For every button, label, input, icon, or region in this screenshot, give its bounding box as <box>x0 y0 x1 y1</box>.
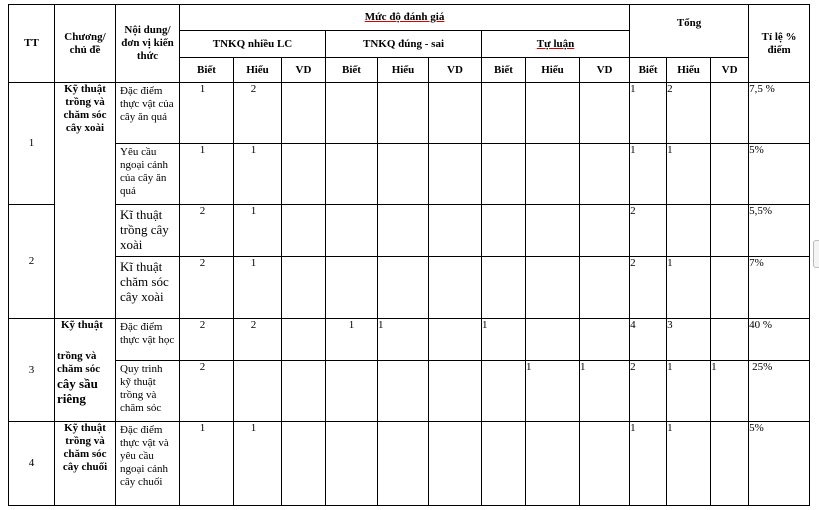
topic-cell: Kỹ thuật trồng và chăm sóc cây chuối <box>55 422 116 506</box>
table-row <box>9 257 810 319</box>
header-group-mcq: TNKQ nhiều LC <box>180 31 326 58</box>
value-cell <box>482 422 526 506</box>
value-cell <box>282 422 326 506</box>
value-cell: 1 <box>378 319 429 361</box>
value-cell: 1 <box>180 422 234 506</box>
assessment-matrix-table <box>8 4 810 506</box>
ratio-cell: 7,5 % <box>749 83 810 144</box>
value-cell: 2 <box>234 83 282 144</box>
value-cell: 4 <box>630 319 667 361</box>
value-cell <box>234 361 282 422</box>
value-cell: 1 <box>180 83 234 144</box>
header-total: Tổng <box>630 5 749 58</box>
value-cell <box>282 319 326 361</box>
table-row <box>9 361 810 422</box>
value-cell: 2 <box>180 205 234 257</box>
table-row <box>9 422 810 506</box>
level-know: Biết <box>630 58 667 83</box>
value-cell <box>326 205 378 257</box>
header-group-essay-text: Tự luận <box>536 37 575 50</box>
header-tt: TT <box>9 5 55 83</box>
table-row <box>9 319 810 361</box>
value-cell <box>282 144 326 205</box>
value-cell <box>378 144 429 205</box>
level-apply: VD <box>711 58 749 83</box>
value-cell <box>711 257 749 319</box>
header-content-unit <box>116 5 180 83</box>
value-cell: 1 <box>667 144 711 205</box>
level-understand: Hiểu <box>526 58 580 83</box>
ratio-cell: 25% <box>749 361 810 422</box>
level-understand: Hiểu <box>378 58 429 83</box>
value-cell <box>667 205 711 257</box>
value-cell: 2 <box>180 361 234 422</box>
value-cell <box>429 205 482 257</box>
level-apply: VD <box>429 58 482 83</box>
value-cell <box>580 205 630 257</box>
value-cell <box>526 144 580 205</box>
value-cell: 1 <box>667 361 711 422</box>
value-cell <box>326 361 378 422</box>
value-cell: 1 <box>630 83 667 144</box>
content-cell: Yêu cầu ngoại cảnh của cây ăn quả <box>116 144 180 205</box>
value-cell <box>482 361 526 422</box>
content-cell: Đặc điểm thực vật học <box>116 319 180 361</box>
ratio-cell: 40 % <box>749 319 810 361</box>
value-cell <box>711 83 749 144</box>
content-cell: Đặc điểm thực vật và yêu cầu ngoại cảnh cây chuối <box>116 422 180 506</box>
value-cell <box>482 205 526 257</box>
topic-line: Kỹ thuật <box>61 319 103 331</box>
header-content-unit-text: Nội dung/ đơn vị kiến thức <box>121 24 174 62</box>
value-cell <box>711 422 749 506</box>
value-cell <box>378 422 429 506</box>
level-know: Biết <box>326 58 378 83</box>
value-cell <box>378 257 429 319</box>
value-cell <box>282 361 326 422</box>
value-cell: 3 <box>667 319 711 361</box>
value-cell <box>482 144 526 205</box>
value-cell <box>282 257 326 319</box>
topic-line: cây sầu riêng <box>57 376 98 406</box>
content-cell: Đặc điểm thực vật của cây ăn quả <box>116 83 180 144</box>
header-assessment-level-text: Mức độ đánh giá <box>364 11 445 23</box>
value-cell <box>580 319 630 361</box>
value-cell: 1 <box>667 257 711 319</box>
topic-line: trồng và chăm sóc <box>57 350 101 375</box>
level-know: Biết <box>482 58 526 83</box>
value-cell: 1 <box>526 361 580 422</box>
content-cell: Kĩ thuật chăm sóc cây xoài <box>116 257 180 319</box>
value-cell <box>580 257 630 319</box>
value-cell: 2 <box>180 257 234 319</box>
value-cell <box>326 257 378 319</box>
value-cell: 2 <box>630 257 667 319</box>
value-cell <box>580 144 630 205</box>
value-cell: 1 <box>234 257 282 319</box>
value-cell <box>526 257 580 319</box>
value-cell: 2 <box>234 319 282 361</box>
value-cell: 2 <box>630 205 667 257</box>
level-apply: VD <box>282 58 326 83</box>
value-cell <box>482 257 526 319</box>
table-row <box>9 144 810 205</box>
value-cell: 1 <box>630 144 667 205</box>
header-group-truefalse: TNKQ đúng - sai <box>326 31 482 58</box>
value-cell <box>282 83 326 144</box>
row-number: 3 <box>9 319 55 422</box>
level-understand: Hiểu <box>234 58 282 83</box>
value-cell: 1 <box>711 361 749 422</box>
value-cell <box>378 205 429 257</box>
value-cell <box>378 361 429 422</box>
value-cell <box>711 319 749 361</box>
value-cell: 1 <box>234 144 282 205</box>
value-cell: 1 <box>234 205 282 257</box>
value-cell <box>378 83 429 144</box>
value-cell <box>526 205 580 257</box>
value-cell: 1 <box>580 361 630 422</box>
value-cell <box>482 83 526 144</box>
value-cell: 2 <box>180 319 234 361</box>
header-assessment-level <box>180 5 630 31</box>
value-cell: 1 <box>482 319 526 361</box>
value-cell <box>429 422 482 506</box>
level-know: Biết <box>180 58 234 83</box>
table-row <box>9 205 810 257</box>
value-cell <box>526 422 580 506</box>
content-cell: Quy trình kỹ thuật trồng và chăm sóc <box>116 361 180 422</box>
value-cell <box>326 83 378 144</box>
table-row <box>9 83 810 144</box>
scroll-handle[interactable] <box>813 240 819 268</box>
value-cell <box>711 144 749 205</box>
level-understand: Hiểu <box>667 58 711 83</box>
row-number: 4 <box>9 422 55 506</box>
value-cell: 2 <box>630 361 667 422</box>
row-number: 2 <box>9 205 55 319</box>
header-chapter: Chương/ chủ đề <box>55 5 116 83</box>
value-cell <box>429 257 482 319</box>
ratio-cell: 5,5% <box>749 205 810 257</box>
row-number: 1 <box>9 83 55 205</box>
value-cell <box>429 144 482 205</box>
value-cell <box>526 83 580 144</box>
value-cell <box>580 422 630 506</box>
value-cell <box>711 205 749 257</box>
header-ratio: Tỉ lệ % điểm <box>749 5 810 83</box>
header-group-essay <box>482 31 630 58</box>
value-cell <box>580 83 630 144</box>
value-cell <box>526 319 580 361</box>
value-cell <box>429 319 482 361</box>
value-cell <box>429 83 482 144</box>
value-cell: 1 <box>180 144 234 205</box>
ratio-cell: 7% <box>749 257 810 319</box>
level-apply: VD <box>580 58 630 83</box>
topic-cell: Kỹ thuật trồng và chăm sóc cây xoài <box>55 83 116 319</box>
value-cell <box>326 144 378 205</box>
value-cell: 1 <box>234 422 282 506</box>
topic-cell <box>55 319 116 422</box>
value-cell: 1 <box>667 422 711 506</box>
value-cell <box>326 422 378 506</box>
value-cell: 1 <box>630 422 667 506</box>
value-cell <box>429 361 482 422</box>
value-cell: 2 <box>667 83 711 144</box>
value-cell: 1 <box>326 319 378 361</box>
ratio-cell: 5% <box>749 422 810 506</box>
content-cell: Kĩ thuật trồng cây xoài <box>116 205 180 257</box>
value-cell <box>282 205 326 257</box>
ratio-cell: 5% <box>749 144 810 205</box>
